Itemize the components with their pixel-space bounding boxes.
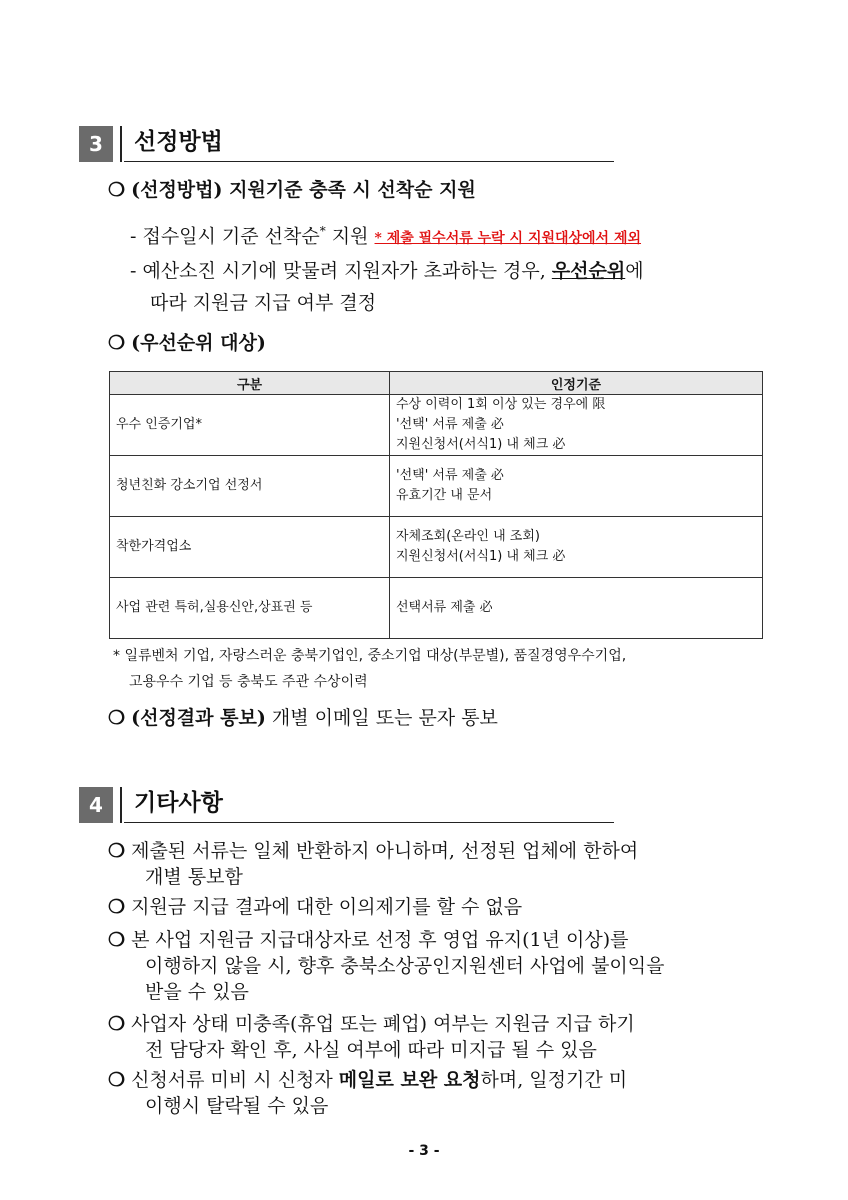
bullet-icon: ❍ [108, 332, 126, 354]
table-row [110, 578, 763, 639]
table-row [110, 395, 763, 456]
dash-first-come: - 접수일시 기준 선착순* 지원 * 제출 필수서류 누락 시 지원대상에서 제외 [130, 224, 642, 248]
bullet-priority: ❍ (우선순위 대상) [108, 332, 266, 354]
list-item: ❍ 신청서류 미비 시 신청자 메일로 보완 요청하며, 일정기간 미 [108, 1069, 628, 1091]
bullet-icon: ❍ [108, 707, 126, 729]
bullet-icon: ❍ [108, 1013, 126, 1035]
page-number: - 3 - [408, 1143, 440, 1159]
priority-term: 우선순위 [551, 260, 626, 282]
row-category: 사업 관련 특허,실용신안,상표권 등 [110, 578, 390, 639]
footnote-line-2: 고용우수 기업 등 충북도 주관 수상이력 [129, 674, 368, 690]
list-item-cont: 전 담당자 확인 후, 사실 여부에 따라 미지급 될 수 있음 [145, 1039, 597, 1061]
footnote-line-1: * 일류벤처 기업, 자랑스러운 충북기업인, 중소기업 대상(부문별), 품질경영우수기업, [113, 648, 627, 664]
row-category: 청년친화 강소기업 선정서 [110, 456, 390, 517]
bullet-selection-method: ❍ (선정방법) 지원기준 충족 시 선착순 지원 [108, 179, 476, 201]
table-row [110, 517, 763, 578]
list-item: ❍ 본 사업 지원금 지급대상자로 선정 후 영업 유지(1년 이상)를 [108, 929, 629, 951]
row-criteria: 자체조회(온라인 내 조회) 지원신청서(서식1) 내 체크 必 [390, 517, 763, 578]
bullet-result-notice: ❍ (선정결과 통보) 개별 이메일 또는 문자 통보 [108, 707, 498, 729]
row-category: 우수 인증기업* [110, 395, 390, 456]
bullet-icon: ❍ [108, 840, 126, 862]
required-note: * 제출 필수서류 누락 시 지원대상에서 제외 [374, 230, 642, 247]
table-row [110, 456, 763, 517]
table-header-row [110, 372, 763, 395]
section-number: 3 [79, 126, 113, 162]
dash-budget-cont: 따라 지원금 지급 여부 결정 [150, 292, 377, 314]
section-3-header [79, 123, 614, 162]
row-criteria: 선택서류 제출 必 [390, 578, 763, 639]
list-item-cont: 받을 수 있음 [145, 981, 249, 1003]
row-criteria: 수상 이력이 1회 이상 있는 경우에 限 '선택' 서류 제출 必 지원신청서(서식1) 내 체크 必 [390, 395, 763, 456]
section-title: 기타사항 [124, 784, 614, 823]
list-item-cont: 이행하지 않을 시, 향후 충북소상공인지원센터 사업에 불이익을 [145, 955, 665, 977]
list-item: ❍ 제출된 서류는 일체 반환하지 아니하며, 선정된 업체에 한하여 [108, 840, 639, 862]
row-criteria: '선택' 서류 제출 必 유효기간 내 문서 [390, 456, 763, 517]
priority-table [109, 371, 763, 639]
list-item-cont: 개별 통보함 [145, 866, 243, 888]
section-4-header [79, 784, 614, 823]
section-number: 4 [79, 787, 113, 823]
dash-budget: - 예산소진 시기에 맞물려 지원자가 초과하는 경우, 우선순위에 [130, 260, 644, 282]
list-item-cont: 이행시 탈락될 수 있음 [145, 1095, 329, 1117]
section-title: 선정방법 [124, 123, 614, 162]
bullet-icon: ❍ [108, 179, 126, 201]
bullet-icon: ❍ [108, 896, 126, 918]
header-category: 구분 [110, 372, 390, 395]
bullet-icon: ❍ [108, 1069, 126, 1091]
bullet-icon: ❍ [108, 929, 126, 951]
list-item: ❍ 지원금 지급 결과에 대한 이의제기를 할 수 없음 [108, 896, 523, 918]
list-item: ❍ 사업자 상태 미충족(휴업 또는 폐업) 여부는 지원금 지급 하기 [108, 1013, 635, 1035]
header-criteria: 인정기준 [390, 372, 763, 395]
row-category: 착한가격업소 [110, 517, 390, 578]
